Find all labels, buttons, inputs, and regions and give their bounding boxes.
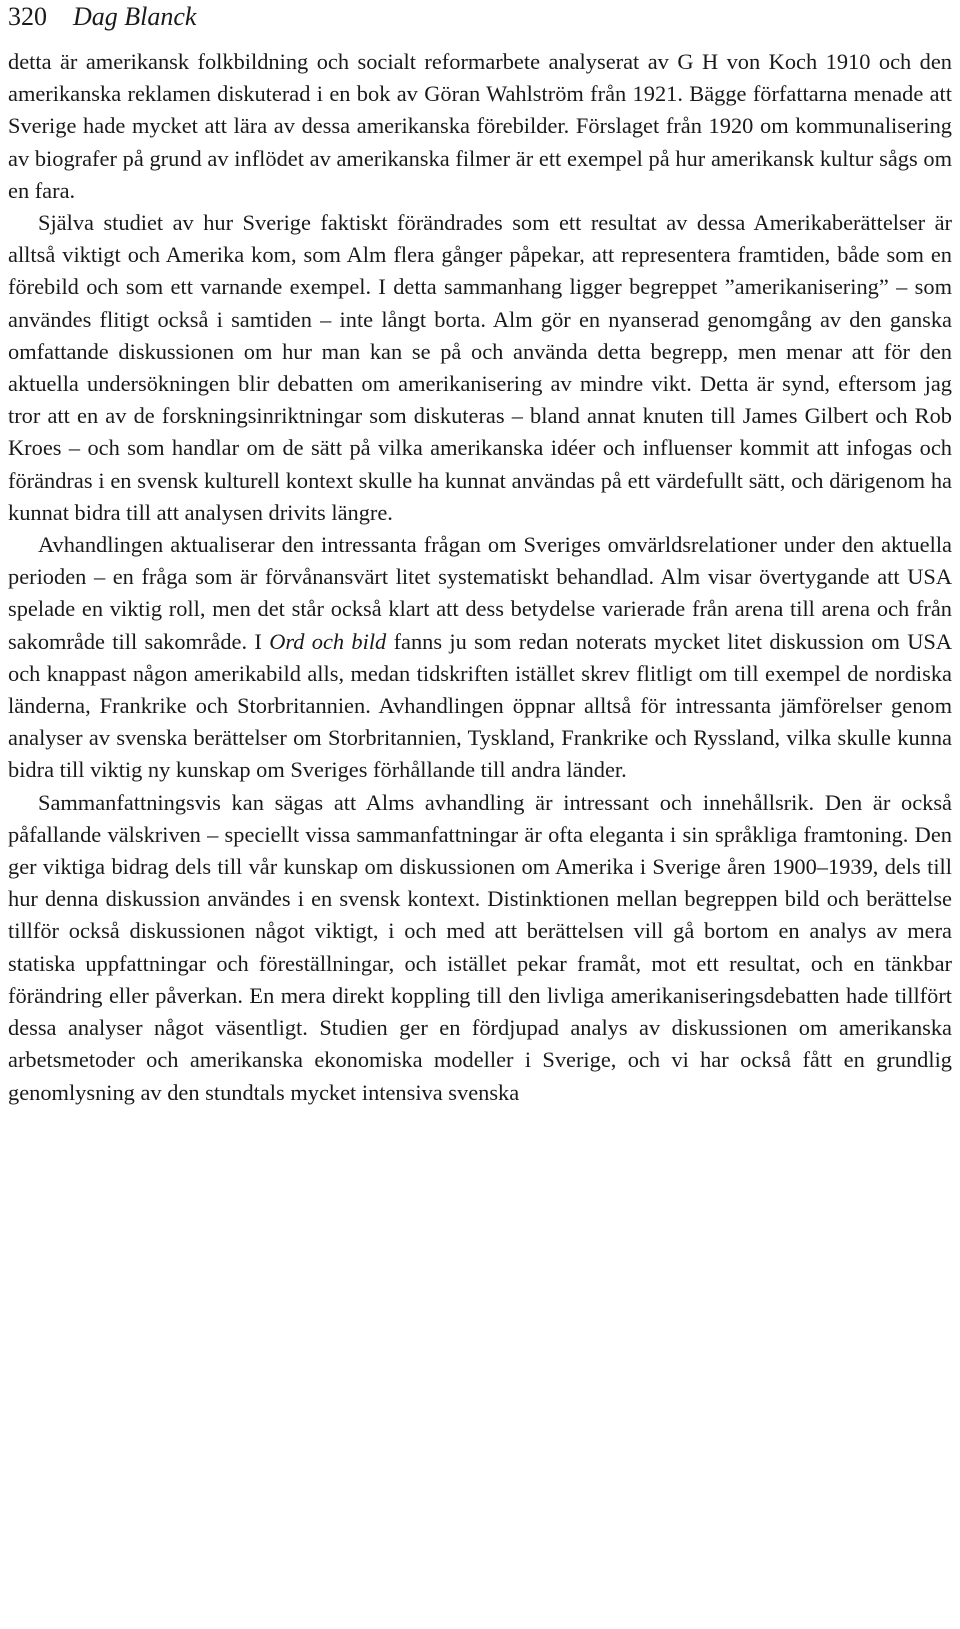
running-title: Dag Blanck bbox=[73, 2, 197, 31]
publication-title: Ord och bild bbox=[269, 628, 387, 654]
paragraph-2: Själva studiet av hur Sverige faktiskt förändrades som ett resultat av dessa Amerikaberättelser är alltså viktigt och Amerika kom, som Alm flera gånger påpekar, att representera framtiden, både som en förebild och som ett varnande exempel. I detta sammanhang ligger begreppet ”amerikanisering” – som användes flitigt också i samtiden – inte långt borta. Alm gör en nyanserad genomgång av den ganska omfattande diskussionen om hur man kan se på och använda detta begrepp, men menar att för den aktuella undersökningen blir debatten om amerikanisering av mindre vikt. Detta är synd, eftersom jag tror att en av de forskningsinriktningar som diskuteras – bland annat knuten till James Gilbert och Rob Kroes – och som handlar om de sätt på vilka amerikanska idéer och influenser kommit att infogas och förändras i en svensk kulturell kontext skulle ha kunnat användas på ett värdefullt sätt, och därigenom ha kunnat bidra till att analysen drivits längre. bbox=[8, 210, 952, 525]
running-head bbox=[8, 0, 952, 38]
paragraph-3 bbox=[8, 529, 952, 787]
page-number: 320 bbox=[8, 2, 47, 31]
paragraph-4: Sammanfattningsvis kan sägas att Alms avhandling är intressant och innehållsrik. Den är också påfallande välskriven – speciellt vissa sammanfattningar är ofta eleganta i sin språkliga framtoning. Den ger viktiga bidrag dels till vår kunskap om diskussionen om Amerika i Sverige åren 1900–1939, dels till hur denna diskussion användes i en svensk kontext. Distinktionen mellan begreppen bild och berättelse tillför också diskussionen något viktigt, i och med att berättelsen vill gå bortom en analys av mera statiska uppfattningar och föreställningar, och istället pekar framåt, mot ett resultat, och en tänkbar förändring eller påverkan. En mera direkt koppling till den livliga amerikaniseringsdebatten hade tillfört dessa analyser något väsentligt. Studien ger en fördjupad analys av diskussionen om amerikanska arbetsmetoder och amerikanska ekonomiska modeller i Sverige, och vi har också fått en grundlig genomlysning av den stundtals mycket intensiva svenska bbox=[8, 789, 952, 1105]
book-page bbox=[8, 0, 952, 1109]
paragraph-3-text-before: Avhandlingen aktualiserar den intressanta frågan om Sveriges omvärldsrelationer under den aktuella perioden – en fråga som är förvånansvärt litet systematiskt behandlad. Alm visar övertygande att USA spelade en viktig roll, men det står också klart att dess betydelse varierade från arena till arena och från sakområde till sakområde. I bbox=[8, 532, 952, 654]
body-text bbox=[8, 46, 952, 1109]
paragraph-1: detta är amerikansk folkbildning och socialt reformarbete analyserat av G H von Koch 1910 och den amerikanska reklamen diskuterad i en bok av Göran Wahlström från 1921. Bägge författarna menade att Sverige hade mycket att lära av dessa amerikanska förebilder. Förslaget från 1920 om kommunalisering av biografer på grund av inflödet av amerikanska filmer är ett exempel på hur amerikansk kultur sågs om en fara. bbox=[8, 49, 952, 203]
paragraph-3-text-after: fanns ju som redan noterats mycket litet diskussion om USA och knappast någon amerikabild alls, medan tidskriften istället skrev flitligt om till exempel de nordiska länderna, Frankrike och Storbritannien. Avhandlingen öppnar alltså för intressanta jämförelser genom analyser av svenska berättelser om Storbritannien, Tyskland, Frankrike och Ryssland, vilka skulle kunna bidra till viktig ny kunskap om Sveriges förhållande till andra länder. bbox=[8, 628, 952, 783]
